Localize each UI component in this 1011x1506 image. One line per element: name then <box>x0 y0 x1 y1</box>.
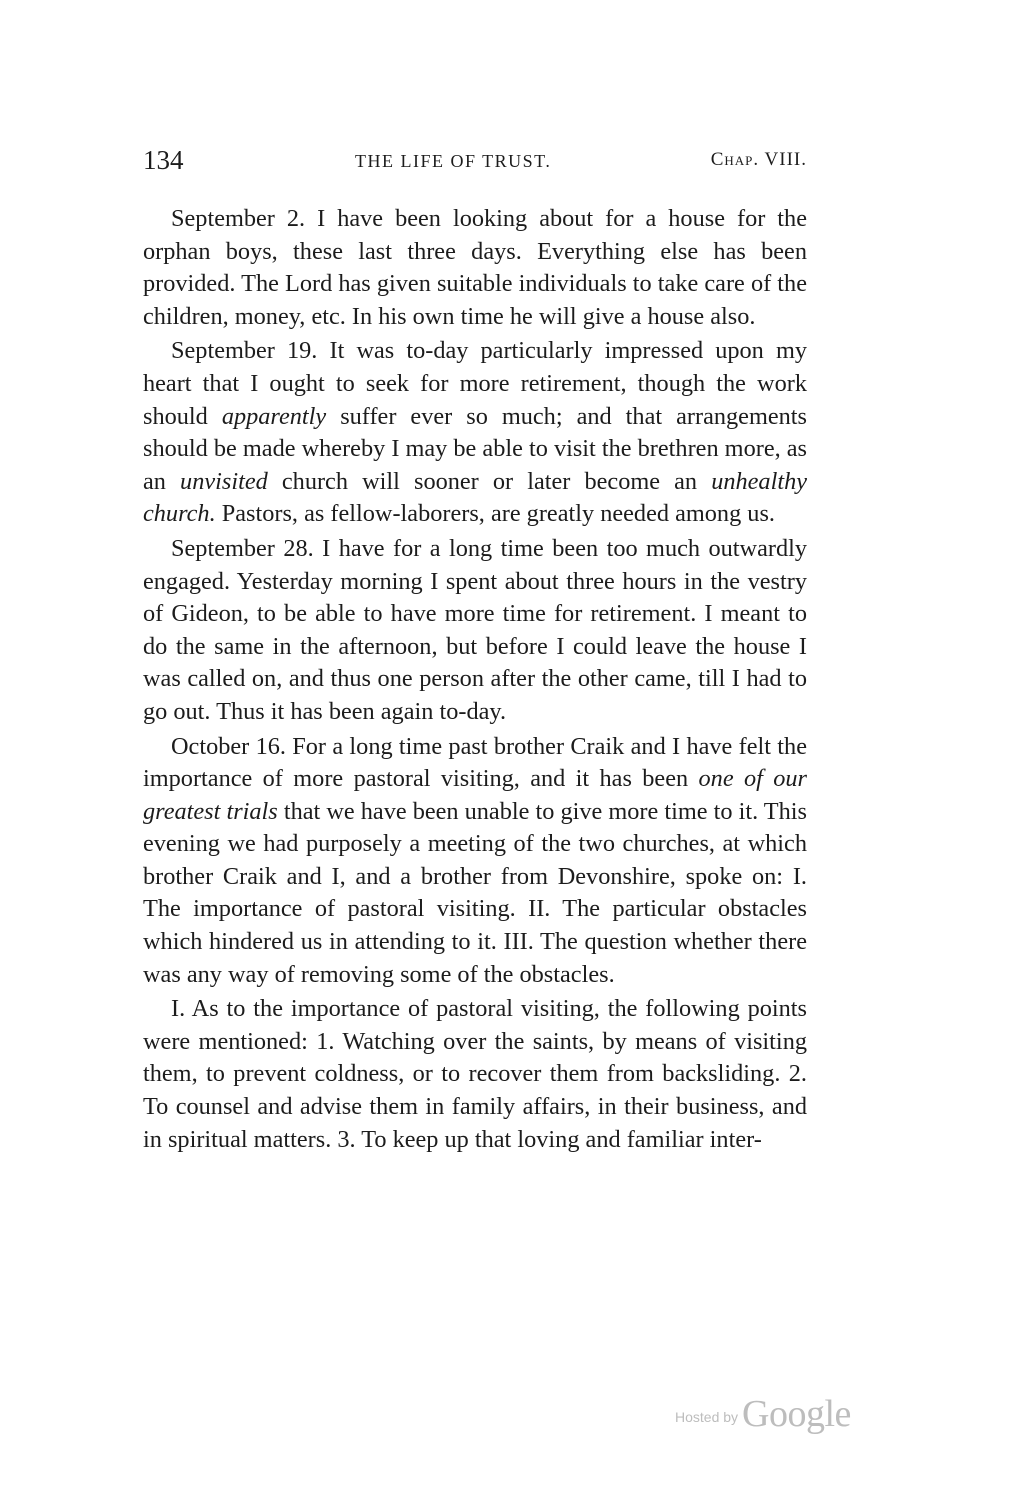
italic-text: unhealthy church. <box>143 467 807 528</box>
google-watermark <box>675 1392 851 1436</box>
text-run: September 28. I have for a long time been too much outwardly engaged. Yesterday morning I spent about three hours in the vestry of Gideon, to be able to have more time for retirement. I meant to do the same in the afternoon, but before I could leave the house I was called on, and thus one person after the other came, till I had to go out. Thus it has been again to-day. <box>143 534 807 725</box>
italic-text: unvisited <box>180 467 268 495</box>
body-text <box>143 203 807 1158</box>
text-run: church will sooner or later become an <box>267 467 712 495</box>
running-title: THE LIFE OF TRUST. <box>355 151 552 171</box>
italic-text: one of our greatest trials <box>143 765 807 825</box>
text-run: September 19. It was to-day particularly impressed upon my heart that I ought to seek for more retirement, though the work should <box>143 337 807 430</box>
text-run: suffer ever so much; and that arrangements should be made whereby I may be able to visit the brethren more, as an <box>143 402 807 495</box>
chapter-label: Chap. VIII. <box>710 149 807 170</box>
paragraph <box>143 993 807 1156</box>
page-header <box>143 145 807 179</box>
paragraph <box>143 533 807 729</box>
italic-text: apparently <box>221 402 327 430</box>
page-number: 134 <box>143 145 184 175</box>
text-run: I. As to the importance of pastoral visiting, the following points were mentioned: 1. Watching over the saints, by means of visiting them, to prevent coldness, or to recover them from backsliding. 2. To counsel and advise them in family affairs, in their business, and in spiritual matters. 3. To keep up that loving and familiar inter- <box>143 995 807 1153</box>
paragraph <box>143 203 807 333</box>
text-run: that we have been unable to give more time to it. This evening we had purposely a meeting of the two churches, at which brother Craik and I, and a brother from Devonshire, spoke on: I. The importance of pastoral visiting. II. The particular obstacles which hindered us in attending to it. III. The question whether there was any way of removing some of the obstacles. <box>143 797 807 988</box>
text-run: October 16. For a long time past brother Craik and I have felt the importance of more pastoral visiting, and it has been <box>143 732 807 793</box>
paragraph <box>143 335 807 531</box>
text-run: September 2. I have been looking about for a house for the orphan boys, these last three days. Everything else has been provided. The Lord has given suitable individuals to take care of the children, money, etc. In his own time he will give a house also. <box>143 205 807 330</box>
hosted-by-label: Hosted by <box>675 1409 739 1425</box>
text-run: Pastors, as fellow-laborers, are greatly needed among us. <box>215 500 775 528</box>
google-logo: Google <box>742 1393 851 1435</box>
paragraph <box>143 731 807 992</box>
